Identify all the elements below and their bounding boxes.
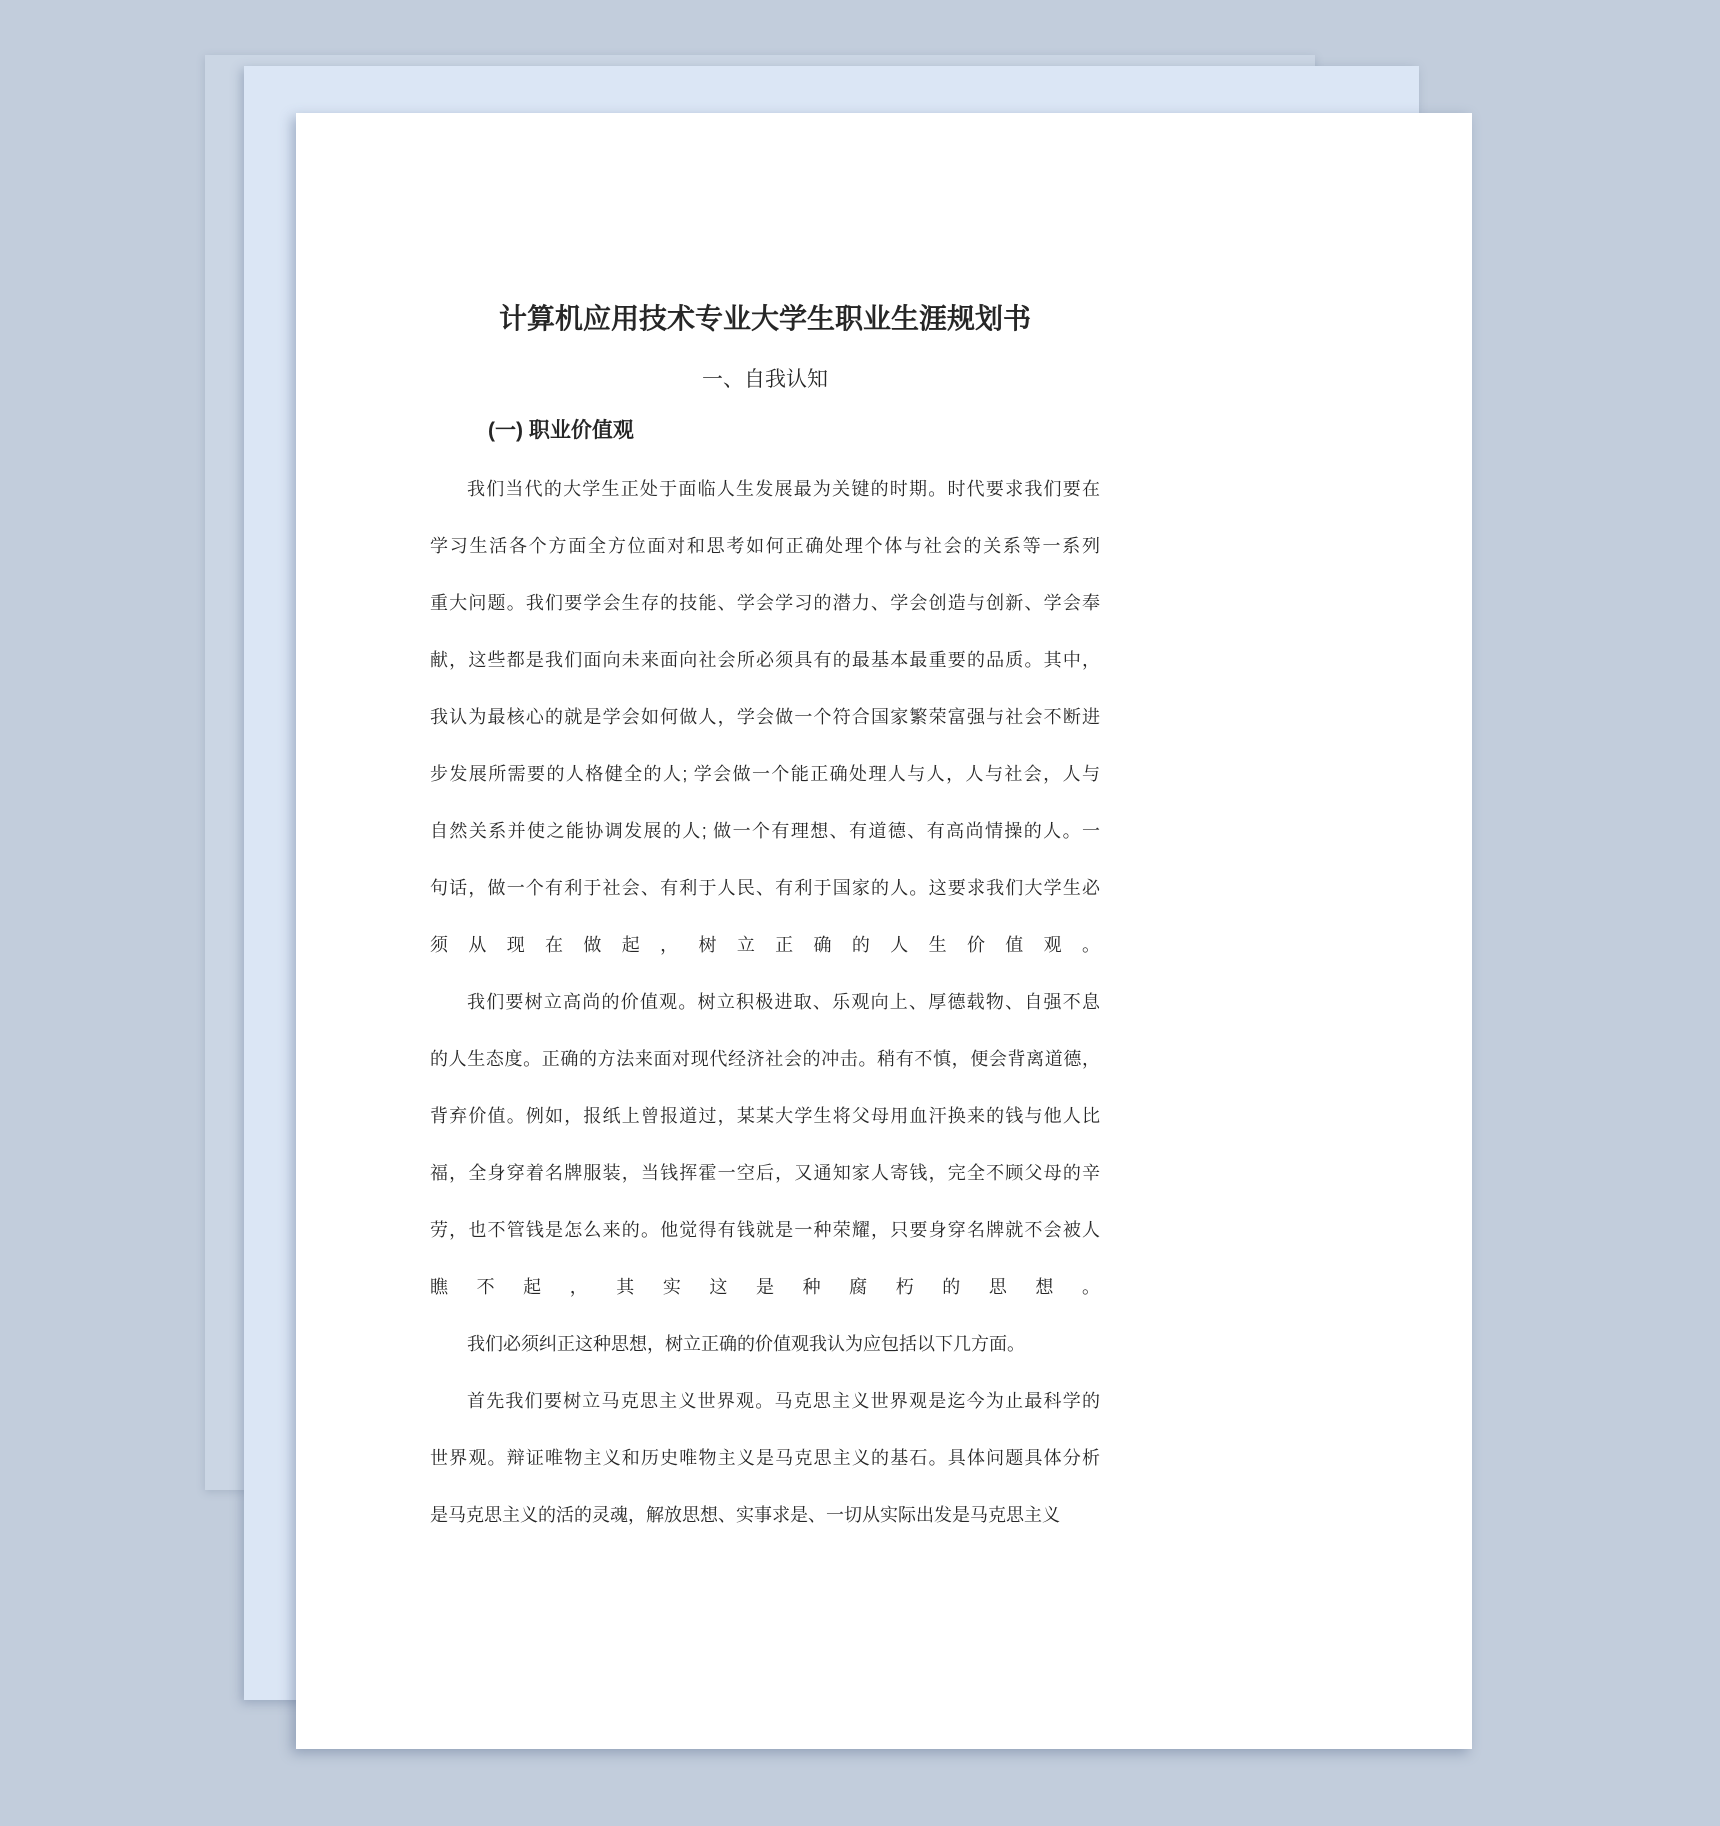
paragraph: [430, 974, 1100, 1316]
text-line: 须从现在做起，树立正确的人生价值观。: [430, 935, 1100, 955]
text-line: 步发展所需要的人格健全的人; 学会做一个能正确处理人与人，人与社会，人与: [430, 764, 1100, 784]
body-text: [430, 461, 1100, 1544]
text-line: 我们要树立高尚的价值观。树立积极进取、乐观向上、厚德载物、自强不息: [467, 992, 1100, 1012]
text-line: 献，这些都是我们面向未来面向社会所必须具有的最基本最重要的品质。其中，: [430, 650, 1100, 670]
text-line: 福，全身穿着名牌服装，当钱挥霍一空后，又通知家人寄钱，完全不顾父母的辛: [430, 1163, 1100, 1183]
subsection-heading: (一) 职业价值观: [488, 419, 634, 442]
document-page: [296, 113, 1472, 1749]
text-line: 首先我们要树立马克思主义世界观。马克思主义世界观是迄今为止最科学的: [467, 1391, 1100, 1411]
text-line: 瞧不起，其实这是种腐朽的思想。: [430, 1277, 1100, 1297]
text-line: 世界观。辩证唯物主义和历史唯物主义是马克思主义的基石。具体问题具体分析: [430, 1448, 1100, 1468]
paragraph: [430, 1373, 1100, 1544]
text-line: 的人生态度。正确的方法来面对现代经济社会的冲击。稍有不慎，便会背离道德，: [430, 1049, 1100, 1069]
text-line: 学习生活各个方面全方位面对和思考如何正确处理个体与社会的关系等一系列: [430, 536, 1100, 556]
text-line: 劳，也不管钱是怎么来的。他觉得有钱就是一种荣耀，只要身穿名牌就不会被人: [430, 1220, 1100, 1240]
text-line: 我认为最核心的就是学会如何做人，学会做一个符合国家繁荣富强与社会不断进: [430, 707, 1100, 727]
text-line: 句话，做一个有利于社会、有利于人民、有利于国家的人。这要求我们大学生必: [430, 878, 1100, 898]
text-line: 背弃价值。例如，报纸上曾报道过，某某大学生将父母用血汗换来的钱与他人比: [430, 1106, 1100, 1126]
section-subtitle: 一、自我认知: [702, 368, 828, 391]
text-line: 自然关系并使之能协调发展的人; 做一个有理想、有道德、有高尚情操的人。一: [430, 821, 1100, 841]
text-line: 我们当代的大学生正处于面临人生发展最为关键的时期。时代要求我们要在: [467, 479, 1100, 499]
paragraph: [430, 461, 1100, 974]
text-line: 是马克思主义的活的灵魂，解放思想、实事求是、一切从实际出发是马克思主义: [430, 1505, 1060, 1525]
text-line: 我们必须纠正这种思想，树立正确的价值观我认为应包括以下几方面。: [467, 1334, 1025, 1354]
document-title: 计算机应用技术专业大学生职业生涯规划书: [498, 303, 1031, 334]
paragraph: [430, 1316, 1100, 1373]
text-line: 重大问题。我们要学会生存的技能、学会学习的潜力、学会创造与创新、学会奉: [430, 593, 1100, 613]
